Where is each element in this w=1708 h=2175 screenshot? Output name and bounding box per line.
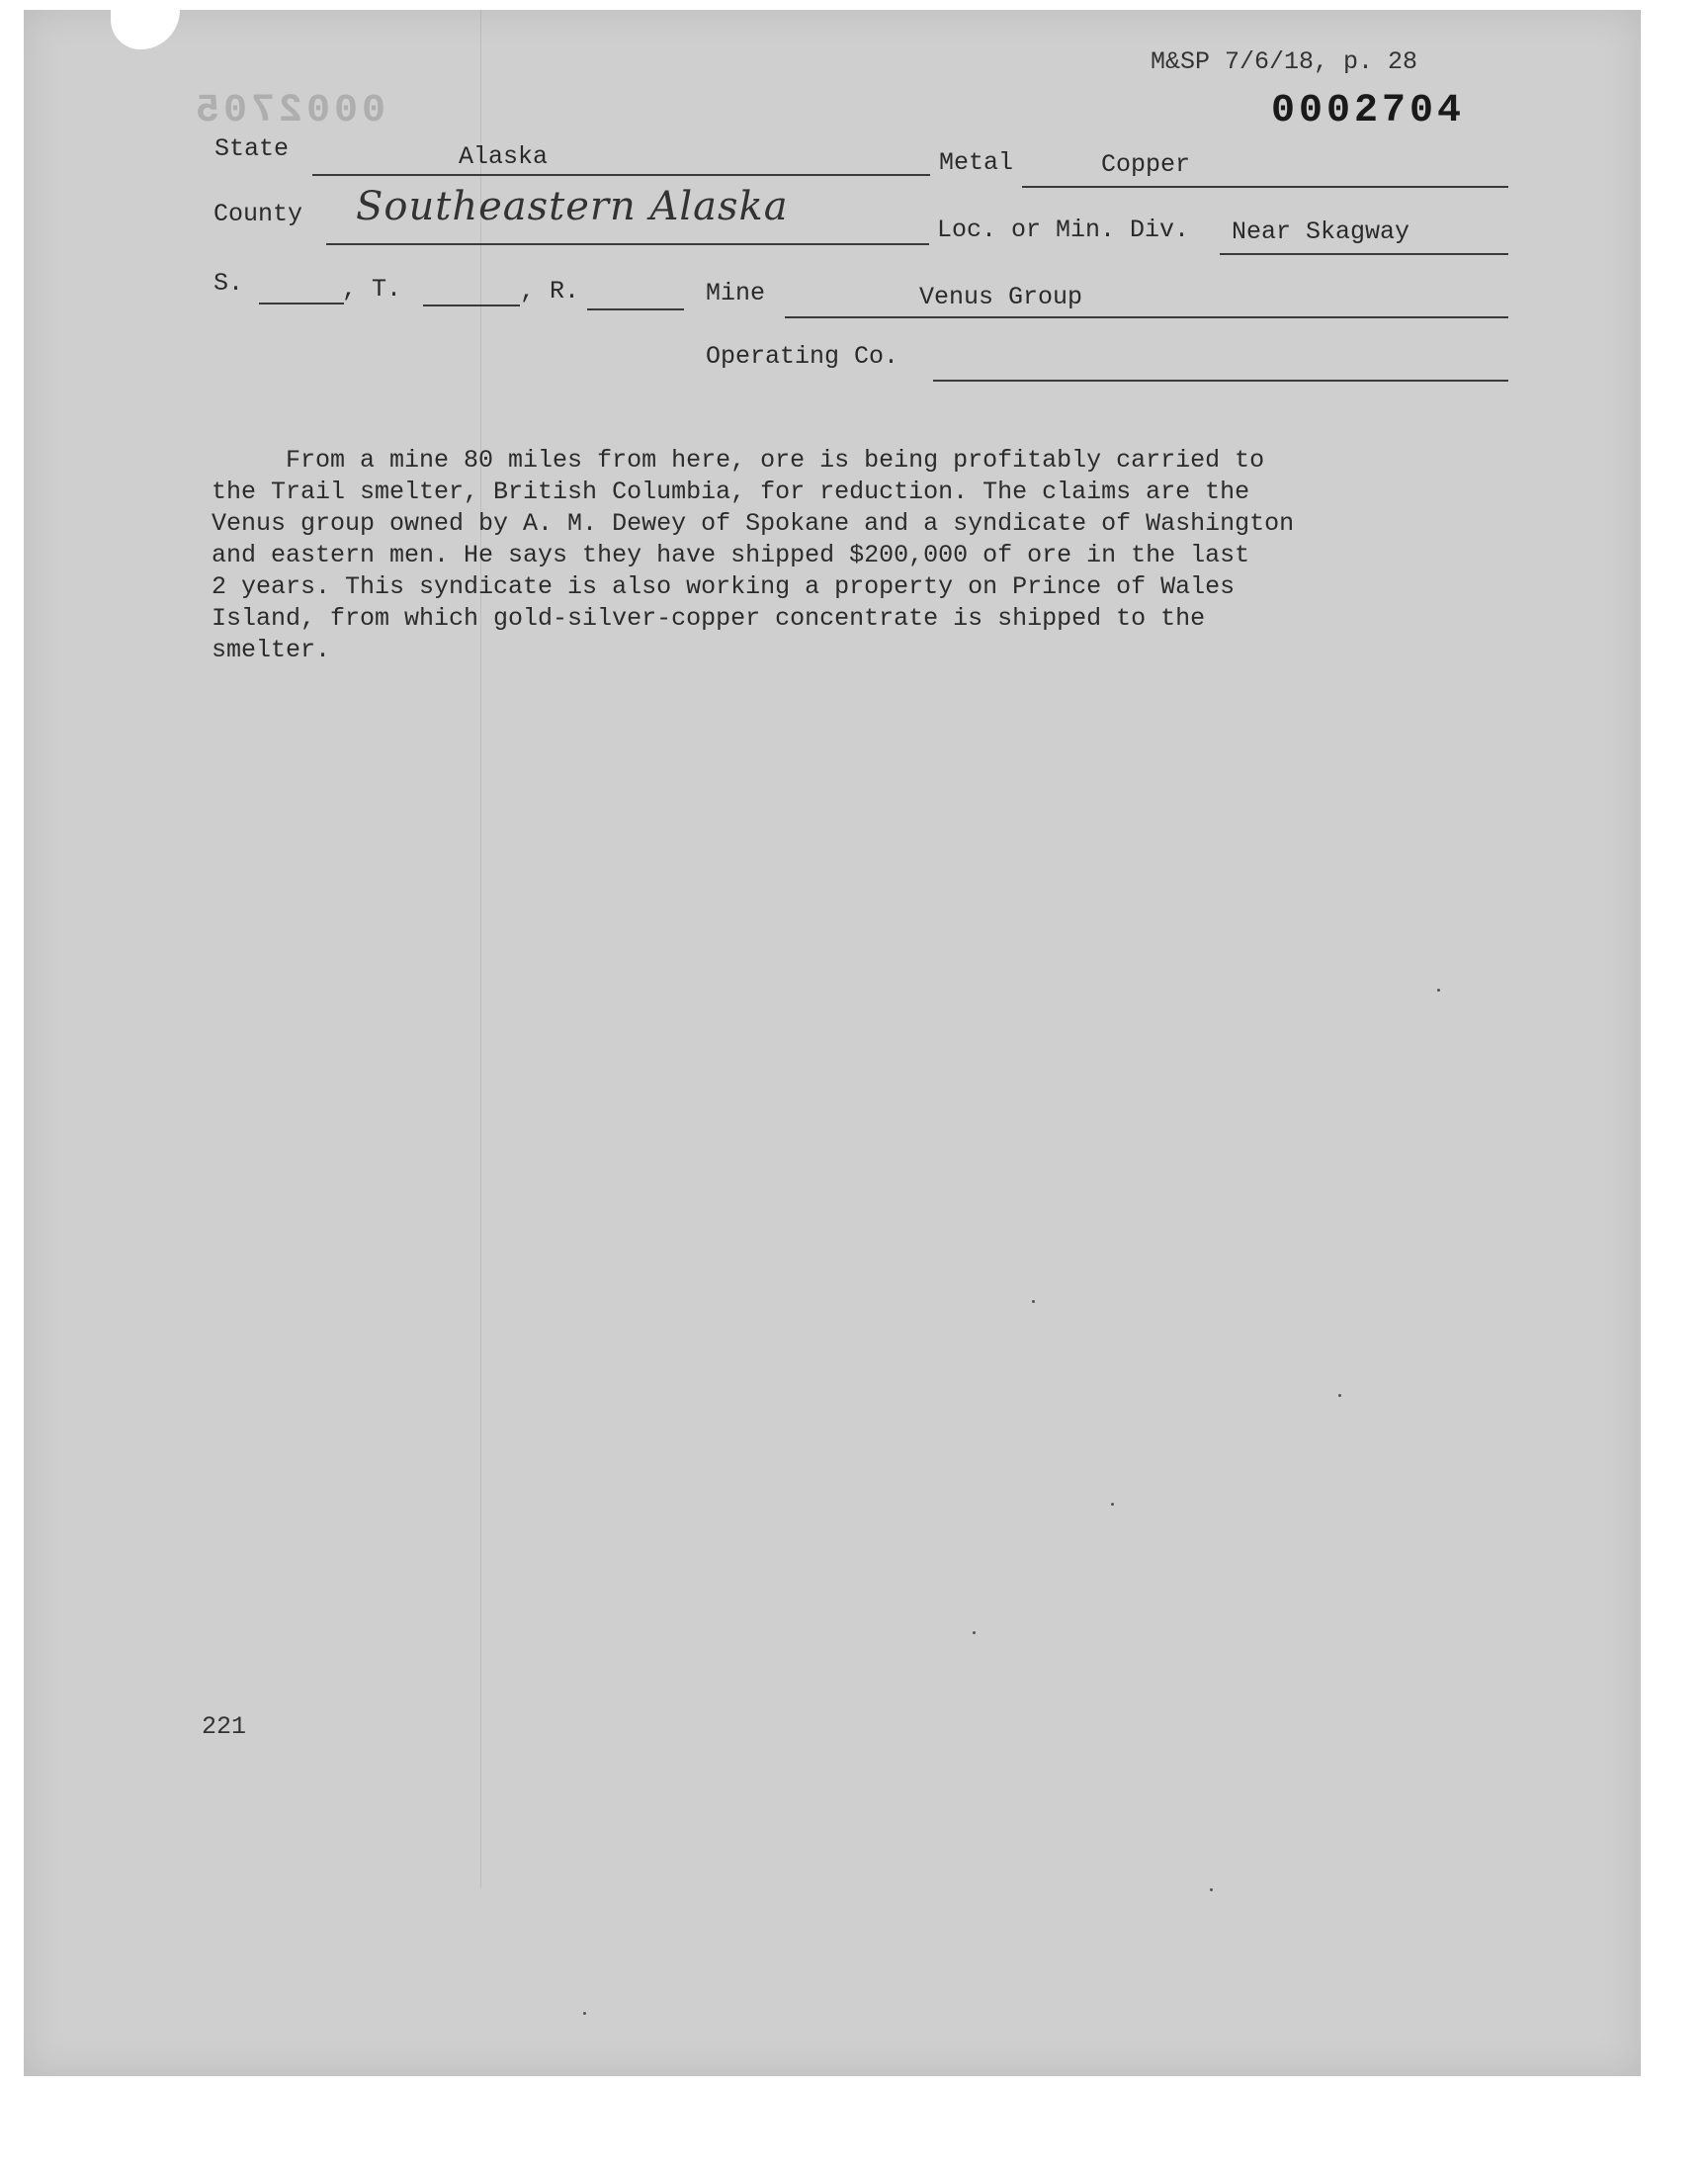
range-label: , R.	[520, 277, 580, 305]
mine-underline	[785, 316, 1508, 318]
range-underline	[587, 308, 684, 310]
paragraph-line: the Trail smelter, British Columbia, for reduction. The claims are the	[212, 478, 1250, 506]
township-label: , T.	[342, 275, 402, 304]
mine-label: Mine	[706, 279, 766, 307]
location-underline	[1220, 253, 1508, 255]
state-value: Alaska	[459, 142, 549, 171]
document-page	[24, 10, 1641, 2076]
operating-company-underline	[933, 380, 1508, 382]
township-underline	[423, 304, 520, 306]
paragraph-line: From a mine 80 miles from here, ore is being profitably carried to	[212, 446, 1265, 475]
reference-citation: M&SP 7/6/18, p. 28	[1151, 47, 1418, 76]
state-label: State	[214, 134, 290, 163]
location-label: Loc. or Min. Div.	[937, 216, 1190, 244]
section-label: S.	[214, 269, 244, 298]
paragraph-line: 2 years. This syndicate is also working a property on Prince of Wales	[212, 572, 1236, 601]
paragraph-line: and eastern men. He says they have shipped $200,000 of ore in the last	[212, 541, 1250, 569]
scan-speck	[1111, 1503, 1114, 1506]
paragraph-line: Venus group owned by A. M. Dewey of Spokane and a syndicate of Washington	[212, 509, 1295, 538]
scan-speck	[1338, 1394, 1341, 1397]
scan-speck	[583, 2012, 586, 2015]
mine-value: Venus Group	[919, 283, 1083, 311]
county-underline	[326, 243, 929, 245]
county-value-handwritten: Southeastern Alaska	[356, 184, 789, 229]
metal-value: Copper	[1101, 150, 1191, 179]
scan-speck	[973, 1631, 976, 1634]
county-label: County	[214, 200, 303, 228]
location-value: Near Skagway	[1232, 218, 1410, 246]
metal-label: Metal	[939, 148, 1014, 177]
report-paragraph	[212, 445, 1457, 666]
section-underline	[259, 303, 344, 304]
paragraph-line: smelter.	[212, 636, 331, 664]
stamp-bleedthrough: 0002705	[192, 89, 386, 133]
page-crease	[480, 10, 481, 1888]
state-underline	[312, 174, 930, 176]
torn-corner	[111, 10, 180, 49]
scan-speck	[1032, 1300, 1035, 1303]
scan-speck	[1210, 1888, 1213, 1891]
paragraph-line: Island, from which gold-silver-copper concentrate is shipped to the	[212, 604, 1206, 633]
metal-underline	[1022, 186, 1508, 188]
operating-company-label: Operating Co.	[706, 342, 899, 371]
page-number: 221	[202, 1712, 247, 1741]
stamp-number: 0002704	[1271, 89, 1466, 133]
scan-speck	[1437, 989, 1440, 992]
